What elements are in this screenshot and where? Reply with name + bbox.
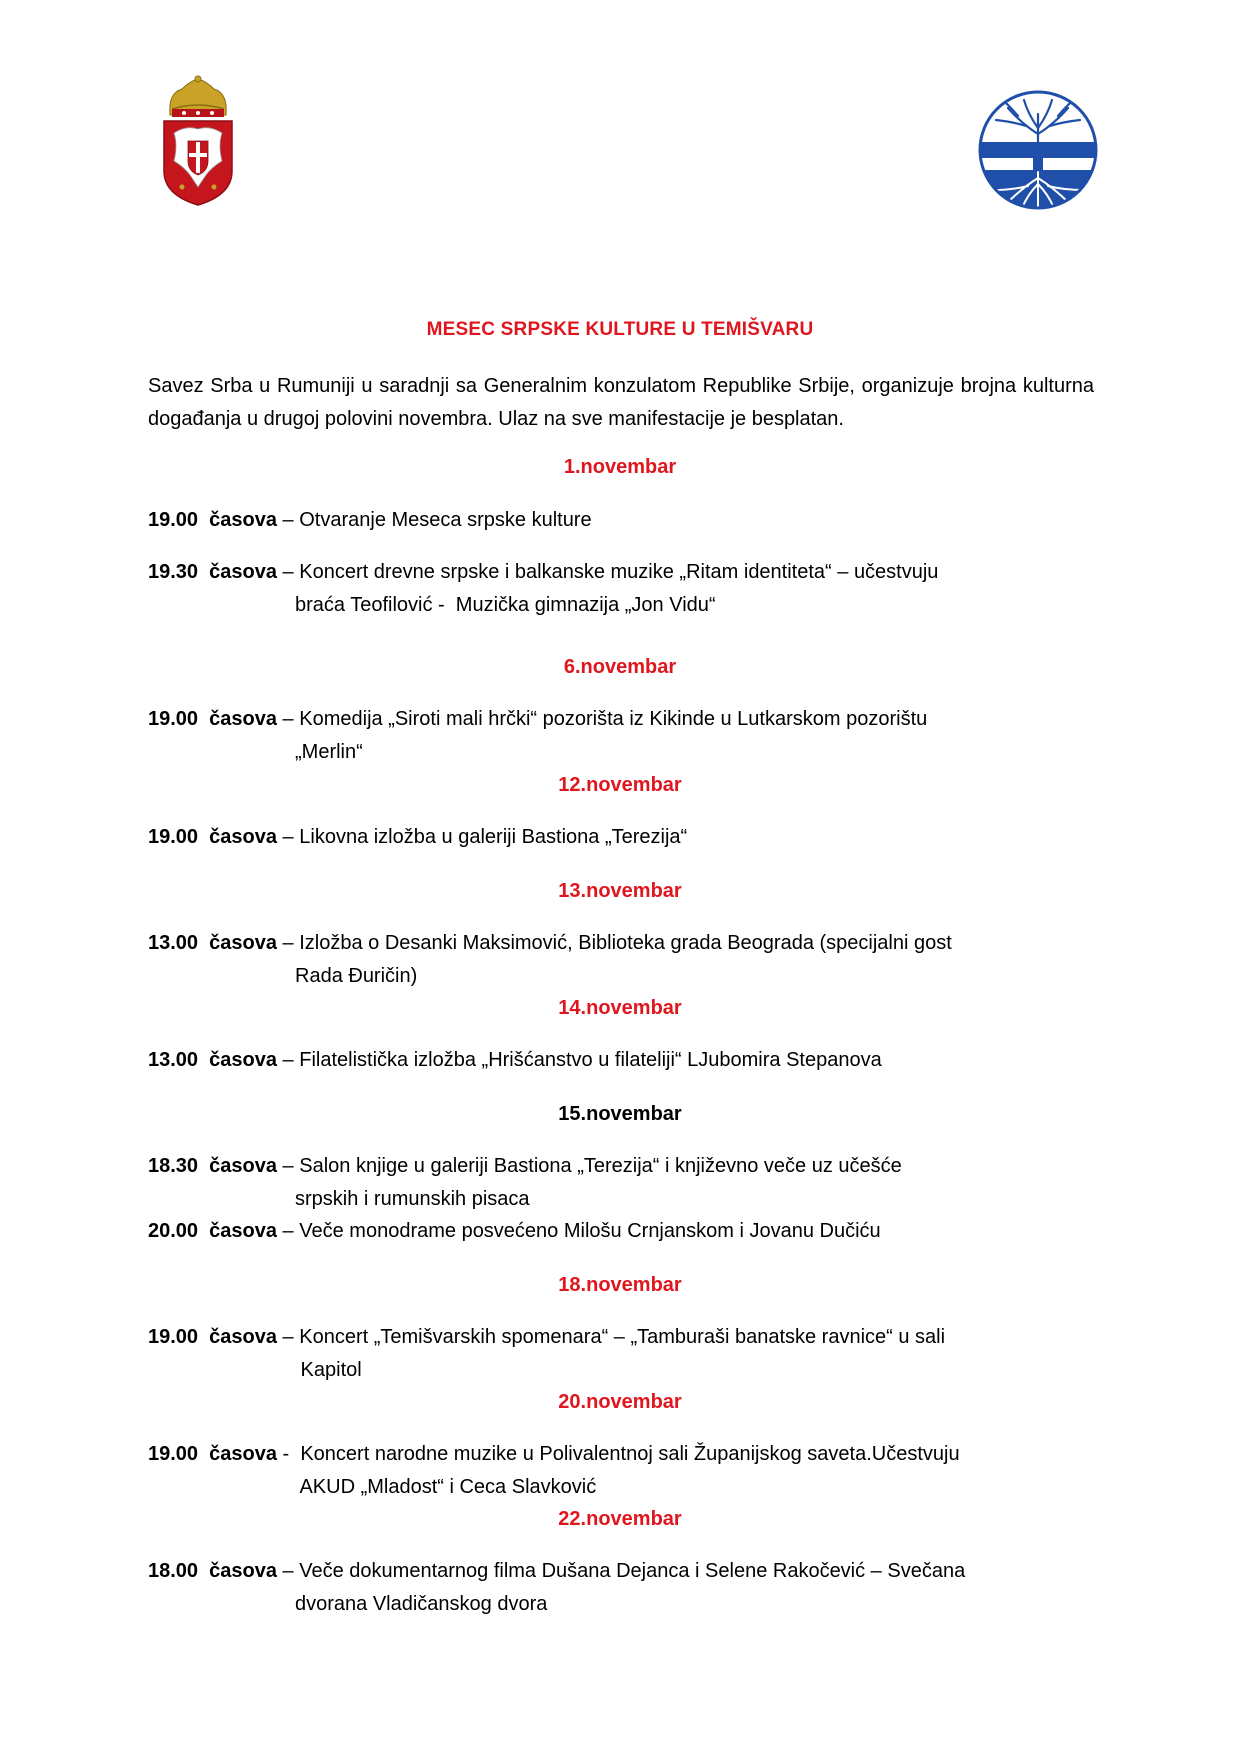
event-separator: – <box>277 1155 300 1177</box>
event-separator: – <box>277 708 300 730</box>
event-entry <box>148 821 1108 854</box>
event-separator: – <box>277 561 300 583</box>
event-separator: – <box>277 1049 300 1071</box>
event-separator: – <box>277 1326 300 1348</box>
tree-roots-emblem-icon <box>978 90 1098 210</box>
event-entry <box>148 927 1108 993</box>
event-text-continued: AKUD „Mladost“ i Ceca Slavković <box>295 1476 597 1498</box>
event-time: 19.00 časova <box>148 826 277 848</box>
event-text-continued: srpskih i rumunskih pisaca <box>295 1188 530 1210</box>
date-heading: 13.novembar <box>558 880 682 902</box>
date-heading: 20.novembar <box>558 1391 682 1413</box>
event-text: Likovna izložba u galeriji Bastiona „Terezija“ <box>299 826 688 848</box>
event-separator: – <box>277 509 300 531</box>
event-text-continued: Rada Đuričin) <box>295 965 418 987</box>
event-separator: – <box>277 1560 300 1582</box>
event-text: Izložba o Desanki Maksimović, Biblioteka grada Beograda (specijalni gost <box>299 932 952 954</box>
event-time: 13.00 časova <box>148 1049 277 1071</box>
event-text-continued: dvorana Vladičanskog dvora <box>295 1593 548 1615</box>
serbian-coat-of-arms-icon <box>160 75 236 207</box>
event-separator: – <box>277 826 300 848</box>
event-entry <box>148 1438 1108 1504</box>
event-separator: - <box>277 1443 301 1465</box>
event-text: Salon knjige u galeriji Bastiona „Terezija“ i književno veče uz učešće <box>299 1155 902 1177</box>
date-heading: 18.novembar <box>558 1274 682 1296</box>
event-entry <box>148 1150 1108 1216</box>
event-text: Koncert narodne muzike u Polivalentnoj sali Županijskog saveta.Učestvuju <box>300 1443 960 1465</box>
event-text-continued: „Merlin“ <box>295 741 363 763</box>
event-entry <box>148 1555 1108 1621</box>
event-time: 19.30 časova <box>148 561 277 583</box>
page-title: MESEC SRPSKE KULTURE U TEMIŠVARU <box>426 319 814 340</box>
event-entry <box>148 1321 1108 1387</box>
date-heading: 15.novembar <box>558 1103 682 1125</box>
date-heading: 14.novembar <box>558 997 682 1019</box>
event-time: 18.30 časova <box>148 1155 277 1177</box>
event-time: 20.00 časova <box>148 1220 277 1242</box>
event-text: Koncert drevne srpske i balkanske muzike „Ritam identiteta“ – učestvuju <box>299 561 939 583</box>
event-time: 19.00 časova <box>148 1443 277 1465</box>
event-text: Veče dokumentarnog filma Dušana Dejanca i Selene Rakočević – Svečana <box>299 1560 966 1582</box>
event-text-continued: Kapitol <box>295 1359 362 1381</box>
event-text-continued: braća Teofilović - Muzička gimnazija „Jon Vidu“ <box>295 594 716 616</box>
event-entry <box>148 703 1108 769</box>
date-heading: 12.novembar <box>558 774 682 796</box>
date-heading: 6.novembar <box>563 656 677 678</box>
event-time: 19.00 časova <box>148 509 277 531</box>
intro-paragraph: Savez Srba u Rumuniji u saradnji sa Generalnim konzulatom Republike Srbije, organizuje brojna kulturna događanja u drugoj polovini novembra. Ulaz na sve manifestacije je besplatan. <box>148 375 1094 430</box>
event-time: 19.00 časova <box>148 1326 277 1348</box>
event-entry <box>148 1044 1108 1077</box>
event-text: Veče monodrame posvećeno Milošu Crnjanskom i Jovanu Dučiću <box>299 1220 881 1242</box>
event-entry <box>148 504 1108 537</box>
event-text: Koncert „Temišvarskih spomenara“ – „Tamburaši banatske ravnice“ u sali <box>299 1326 946 1348</box>
event-time: 13.00 časova <box>148 932 277 954</box>
event-entry <box>148 1215 1108 1248</box>
date-heading: 1.novembar <box>563 456 677 478</box>
event-entry <box>148 556 1108 622</box>
event-text: Otvaranje Meseca srpske kulture <box>299 509 592 531</box>
event-separator: – <box>277 1220 300 1242</box>
event-time: 19.00 časova <box>148 708 277 730</box>
date-heading: 22.novembar <box>558 1508 682 1530</box>
event-text: Filatelistička izložba „Hrišćanstvo u filateliji“ LJubomira Stepanova <box>299 1049 882 1071</box>
event-separator: – <box>277 932 300 954</box>
event-text: Komedija „Siroti mali hrčki“ pozorišta iz Kikinde u Lutkarskom pozorištu <box>299 708 928 730</box>
event-time: 18.00 časova <box>148 1560 277 1582</box>
